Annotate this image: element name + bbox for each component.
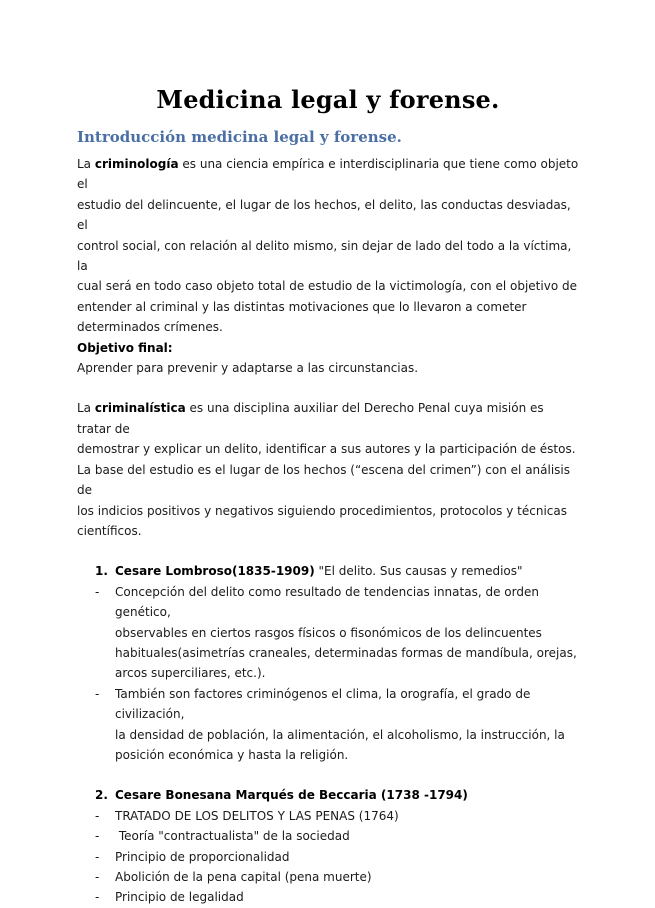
document-title: Medicina legal y forense.: [156, 85, 500, 114]
text-run: es una disciplina auxiliar del Derecho Penal cuya misión es tratar de: [77, 401, 544, 436]
paragraph-line: estudio del delincuente, el lugar de los hechos, el delito, las conductas desviadas, el: [77, 197, 571, 233]
paragraph-line: entender al criminal y las distintas motivaciones que lo llevaron a cometer: [77, 299, 527, 314]
dash-marker: -: [95, 849, 100, 864]
bullet-line: observables en ciertos rasgos físicos o fisonómicos de los delincuentes: [115, 625, 542, 640]
bullet-line: Principio de legalidad: [115, 890, 244, 905]
paragraph-line: [77, 398, 579, 439]
bullet-line: TRATADO DE LOS DELITOS Y LAS PENAS (1764): [115, 808, 399, 823]
paragraph-line: control social, con relación al delito mismo, sin dejar de lado del todo a la víctima, la: [77, 238, 572, 274]
bullet-line: También son factores criminógenos el clima, la orografía, el grado de civilización,: [115, 686, 531, 722]
bullet-line: la densidad de población, la alimentación, el alcoholismo, la instrucción, la: [115, 727, 565, 742]
author-heading: [77, 785, 579, 805]
text-run: es una ciencia empírica e interdisciplinaria que tiene como objeto el: [77, 157, 579, 192]
bullet-line: habituales(asimetrías craneales, determinadas formas de mandíbula, orejas,: [115, 645, 577, 660]
dash-marker: -: [95, 890, 100, 905]
dash-marker: -: [95, 808, 100, 823]
list-number: 1.: [95, 564, 108, 579]
author-name: Cesare Bonesana Marqués de Beccaria (1738 -1794): [115, 788, 468, 803]
bullet-list: [77, 806, 579, 908]
paragraph-line: demostrar y explicar un delito, identificar a sus autores y la participación de éstos.: [77, 442, 576, 457]
author-item-beccaria: [77, 785, 579, 907]
objetivo-label: Objetivo final:: [77, 340, 173, 355]
bullet-line: arcos superciliares, etc.).: [115, 666, 266, 681]
term-criminalistica: criminalística: [94, 401, 186, 416]
authors-list: [77, 561, 579, 908]
dash-marker: -: [95, 584, 100, 599]
bullet-line: Principio de proporcionalidad: [115, 849, 290, 864]
author-heading: [77, 561, 579, 581]
bullet-line: Teoría "contractualista" de la sociedad: [115, 829, 350, 844]
paragraph-line: los indicios positivos y negativos siguiendo procedimientos, protocolos y técnicas: [77, 503, 567, 518]
spacer: [77, 378, 579, 398]
author-name: Cesare Lombroso(1835-1909): [115, 564, 315, 579]
term-criminologia: criminología: [94, 157, 179, 171]
paragraph-line: determinados crímenes.: [77, 320, 223, 335]
text-run: La: [77, 401, 95, 416]
list-number: 2.: [95, 788, 108, 803]
bullet-list: [77, 582, 579, 766]
paragraph-line: La base del estudio es el lugar de los hechos (“escena del crimen”) con el análisis de: [77, 462, 571, 498]
bullet-line: Abolición de la pena capital (pena muerte): [115, 870, 372, 884]
bullet-item: [77, 847, 579, 867]
spacer: [77, 541, 579, 561]
text-run: La: [77, 157, 95, 171]
objetivo-text: Aprender para prevenir y adaptarse a las circunstancias.: [77, 361, 419, 376]
bullet-item: [77, 826, 579, 846]
paragraph-line: [77, 154, 579, 195]
dash-marker: -: [95, 870, 100, 884]
paragraph-line: cual será en todo caso objeto total de estudio de la victimología, con el objetivo de: [77, 279, 577, 294]
bullet-line: Concepción del delito como resultado de tendencias innatas, de orden genético,: [115, 584, 539, 620]
bullet-item: [77, 887, 579, 907]
author-item-lombroso: [77, 561, 579, 765]
bullet-line: posición económica y hasta la religión.: [115, 747, 349, 762]
paragraph-line: científicos.: [77, 523, 142, 538]
author-work: "El delito. Sus causas y remedios": [314, 564, 523, 579]
criminologia-paragraph: [77, 154, 579, 338]
bullet-item: [77, 684, 579, 766]
dash-marker: -: [95, 686, 100, 701]
bullet-item: [77, 582, 579, 684]
bullet-item: [77, 806, 579, 826]
spacer: [77, 765, 579, 785]
criminalistica-paragraph: [77, 398, 579, 541]
dash-marker: -: [95, 829, 100, 844]
bullet-item: [77, 867, 579, 887]
section-heading: Introducción medicina legal y forense.: [77, 128, 402, 146]
